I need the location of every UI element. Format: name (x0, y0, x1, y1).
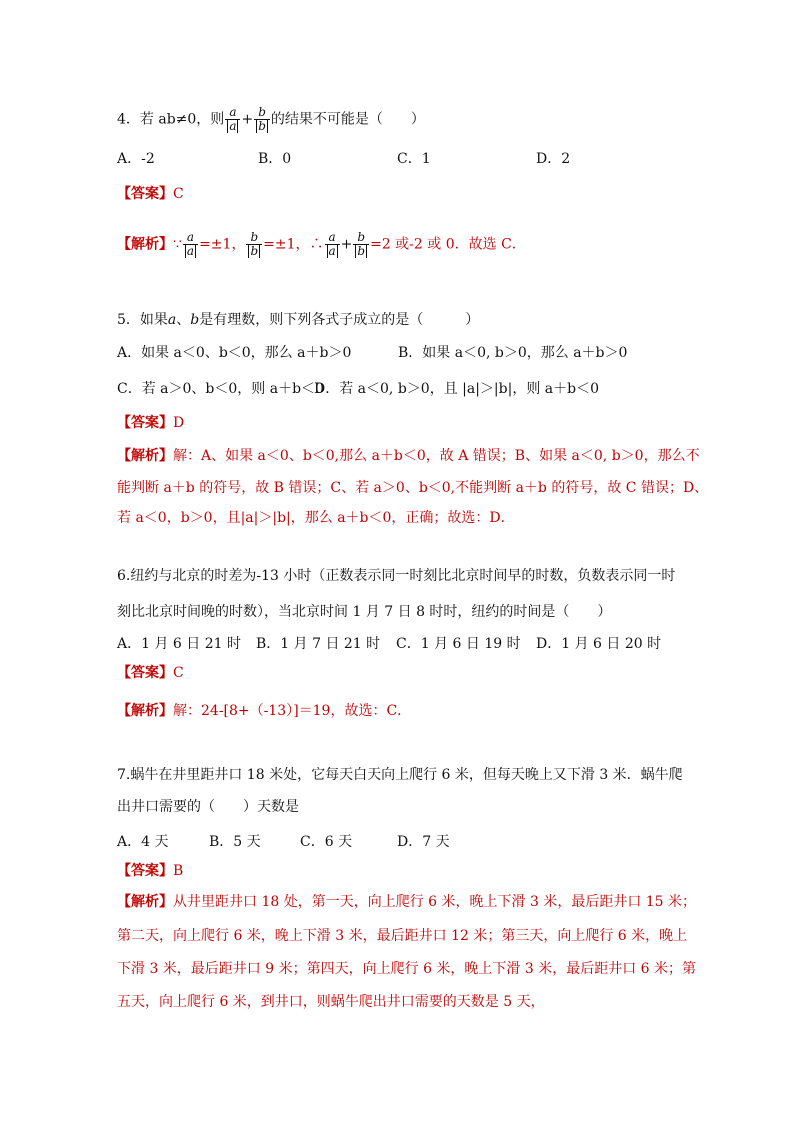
q5-analysis-line2: 能判断 a＋b 的符号，故 B 错误；C、若 a＞0、b＜0,不能判断 a＋b 的符号，故 C 错误；D、 (117, 480, 709, 496)
q6-analysis: 【解析】解：24-[8+（-13）]＝19，故选：C． (117, 703, 412, 719)
answer-value: C (173, 186, 184, 202)
q5-option-c: C．若 a＞0、b＜0，则 a＋b＜0 (117, 381, 324, 397)
q7-stem-line2: 出井口需要的（ ）天数是 (117, 799, 299, 815)
q6-option-d: D．1 月 6 日 20 时 (536, 636, 662, 652)
q5-answer (117, 413, 184, 433)
analysis-label: 【解析】 (117, 236, 173, 253)
q5-stem: 5．如果a、b是有理数，则下列各式子成立的是（ ） (117, 312, 480, 328)
q7-option-a: A．4 天 (117, 834, 169, 850)
q6-option-c: C．1 月 6 日 19 时 (396, 636, 521, 652)
analysis-label: 【解析】 (117, 894, 173, 910)
answer-value: D (173, 415, 185, 431)
q4-option-d: D．2 (536, 151, 571, 167)
q6-stem-line2: 刻比北京时间晚的时数），当北京时间 1 月 7 日 8 时时，纽约的时间是（ ） (117, 604, 612, 620)
q5-option-b: B．如果 a＜0, b＞0，那么 a＋b＞0 (398, 345, 628, 361)
q7-option-b: B．5 天 (209, 834, 261, 850)
q6-option-b: B．1 月 7 日 21 时 (256, 636, 381, 652)
answer-value: C (173, 665, 184, 681)
answer-label: 【答案】 (117, 415, 173, 431)
q4-option-c: C．1 (397, 151, 431, 167)
q6-answer (117, 663, 184, 683)
q5-analysis-line3: 若 a＜0，b＞0，且|a|＞|b|，那么 a＋b＜0，正确；故选：D． (117, 510, 515, 526)
analysis-label: 【解析】 (117, 703, 173, 719)
q4-fraction-b: $\frac{b}{b}$ (254, 106, 270, 133)
q7-analysis-line3: 下滑 3 米，最后距井口 9 米；第四天，向上爬行 6 米，晚上下滑 3 米，最后距井口 6 米；第 (117, 961, 697, 977)
analysis-label: 【解析】 (117, 448, 173, 464)
q7-answer (117, 861, 183, 881)
q5-option-d: D．若 a＜0, b＞0，且 |a|＞|b|，则 a＋b＜0 (314, 381, 599, 397)
q4-analysis: 【解析】∵ $\frac{a}{a}$ =±1， $\frac{b}{b}$ =±1，∴ $\frac{a}{a}$ + $\frac{b}{b}$ =2 或-2 或 0．故选 C． (117, 230, 526, 258)
q7-analysis-line4: 五天，向上爬行 6 米，到井口，则蜗牛爬出井口需要的天数是 5 天， (117, 994, 545, 1010)
q4-option-a: A．-2 (117, 151, 155, 167)
q4-stem (117, 106, 425, 133)
q4-answer (117, 184, 184, 204)
answer-label: 【答案】 (117, 863, 173, 879)
q7-option-d: D．7 天 (397, 834, 450, 850)
q4-option-b: B．0 (258, 151, 292, 167)
answer-label: 【答案】 (117, 665, 173, 681)
q6-option-a: A．1 月 6 日 21 时 (117, 636, 241, 652)
q7-analysis-line2: 第二天，向上爬行 6 米，晚上下滑 3 米，最后距井口 12 米；第三天，向上爬行 6 米，晚上 (117, 928, 688, 944)
q4-plus: + (241, 111, 254, 128)
answer-label: 【答案】 (117, 186, 173, 202)
q7-option-c: C．6 天 (300, 834, 353, 850)
answer-value: B (173, 863, 184, 879)
q4-stem-suffix: 的结果不可能是（ ） (270, 111, 425, 128)
q7-analysis-line1: 【解析】从井里距井口 18 处，第一天，向上爬行 6 米，晚上下滑 3 米，最后距井口 15 米； (117, 894, 697, 910)
q5-option-a: A．如果 a＜0、b＜0，那么 a＋b＞0 (117, 345, 352, 361)
q6-stem-line1: 6.纽约与北京的时差为-13 小时（正数表示同一时刻比北京时间早的时数，负数表示同一时 (117, 568, 676, 584)
q4-stem-prefix: 4．若 ab≠0，则 (117, 111, 225, 128)
q5-analysis-line1: 【解析】解：A、如果 a＜0、b＜0,那么 a＋b＜0，故 A 错误；B、如果 a＜0, b＞0，那么不 (117, 448, 700, 464)
q7-stem-line1: 7.蜗牛在井里距井口 18 米处，它每天白天向上爬行 6 米，但每天晚上又下滑 3 米．蜗牛爬 (117, 767, 683, 783)
q4-fraction-a: $\frac{a}{a}$ (225, 106, 240, 133)
